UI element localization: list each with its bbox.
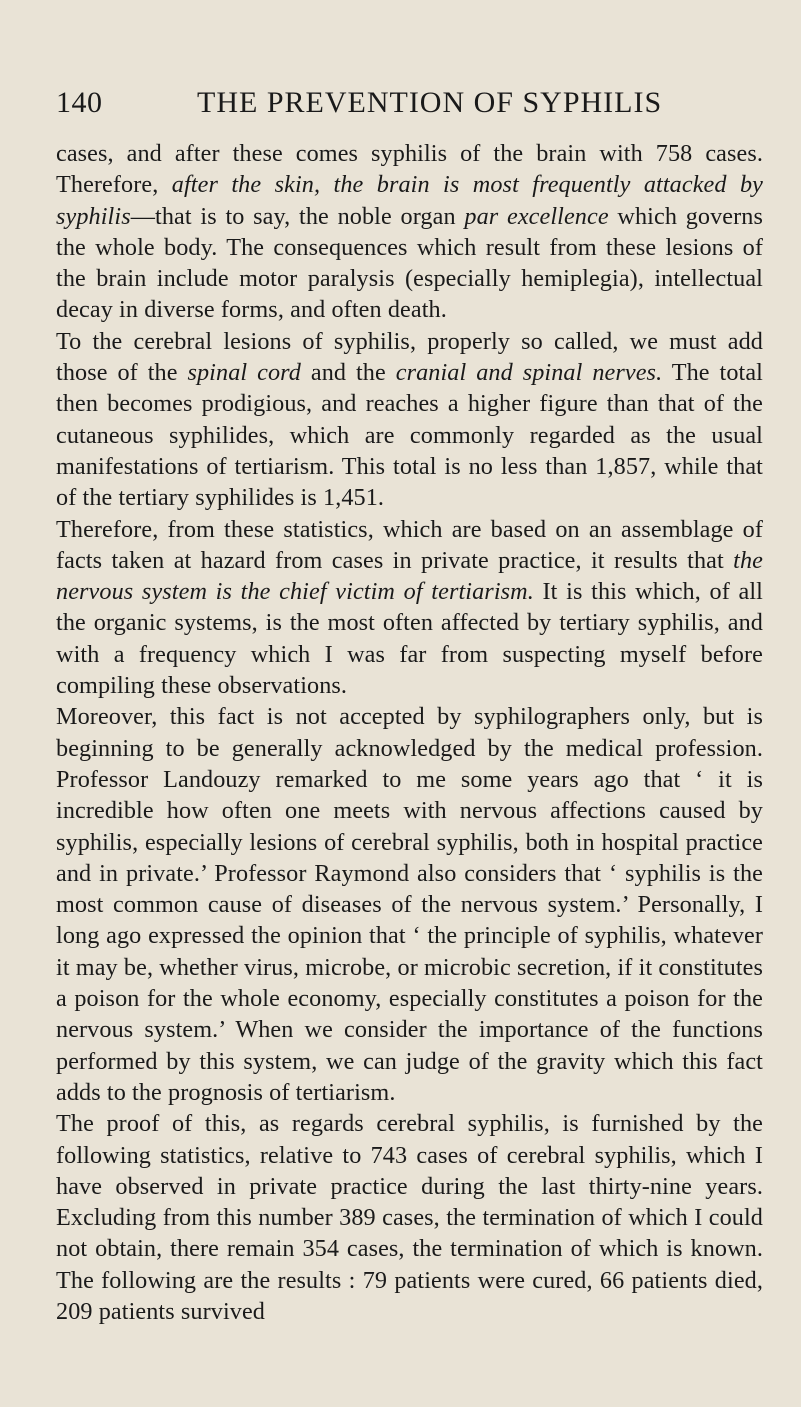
italic-text: par excellence	[464, 202, 609, 230]
text-run: Therefore, from these statistics, which are based on an assemblage of facts taken at hazard from cases in private practice, it results that	[56, 515, 763, 574]
italic-text: after the skin, the brain is most frequently attacked by syphilis	[56, 171, 763, 230]
text-run: It is this which, of all the organic systems, is the most often affected by tertiary syphilis, and with a frequency which I was far from suspecting myself before compiling these observations.	[56, 578, 763, 700]
text-run: The total then becomes prodigious, and reaches a higher figure than that of the cutaneous syphilides, which are commonly regarded as the usual manifestations of tertiarism. This total is no less than 1,857, while that of the tertiary syphilides is 1,451.	[56, 359, 763, 512]
text-run: and the	[300, 359, 396, 387]
italic-text: cranial and spinal nerves.	[395, 359, 663, 387]
paragraph	[56, 701, 763, 1108]
running-head: THE PREVENTION OF SYPHILIS	[197, 86, 663, 119]
text-run: The proof of this, as regards cerebral syphilis, is furnished by the following statistics, relative to 743 cases of cerebral syphilis, which I have observed in private practice during the last thirty-nine years. Excluding from this number 389 cases, the termination of which I could not obtain, there remain 354 cases, the termination of which is known. The following are the results : 79 patients were cured, 66 patients died, 209 patients survived	[56, 1110, 763, 1325]
body-text	[56, 138, 763, 1327]
italic-text: spinal cord	[187, 359, 301, 387]
text-run: which governs the whole body. The consequences which result from these lesions of the brain include motor paralysis (especially hemiplegia), intellectual decay in diverse forms, and often death.	[56, 202, 764, 324]
paragraph	[56, 1108, 763, 1327]
page-number: 140	[56, 86, 103, 119]
text-run: Moreover, this fact is not accepted by syphilographers only, but is beginning to be generally acknowledged by the medical profession. Professor Landouzy remarked to me some years ago that ‘ it is incredible how often one meets with nervous affections caused by syphilis, especially lesions of cerebral syphilis, both in hospital practice and in private.’ Professor Raymond also considers that ‘ syphilis is the most common cause of diseases of the nervous system.’ Personally, I long ago expressed the opinion that ‘ the principle of syphilis, whatever it may be, whether virus, microbe, or microbic secretion, if it constitutes a poison for the whole economy, especially constitutes a poison for the nervous system.’ When we consider the importance of the functions performed by this system, we can judge of the gravity which this fact adds to the prognosis of tertiarism.	[56, 703, 763, 1106]
text-run: cases, and after these comes syphilis of the brain with 758 cases. Therefore,	[56, 140, 763, 199]
paragraph	[56, 326, 763, 514]
page-header	[56, 0, 763, 121]
text-run: —that is to say, the noble organ	[130, 202, 465, 230]
paragraph	[56, 138, 763, 326]
paragraph	[56, 514, 763, 702]
italic-text: the nervous system is the chief victim of tertiarism.	[56, 546, 763, 606]
text-run: To the cerebral lesions of syphilis, properly so called, we must add those of the	[56, 327, 763, 387]
